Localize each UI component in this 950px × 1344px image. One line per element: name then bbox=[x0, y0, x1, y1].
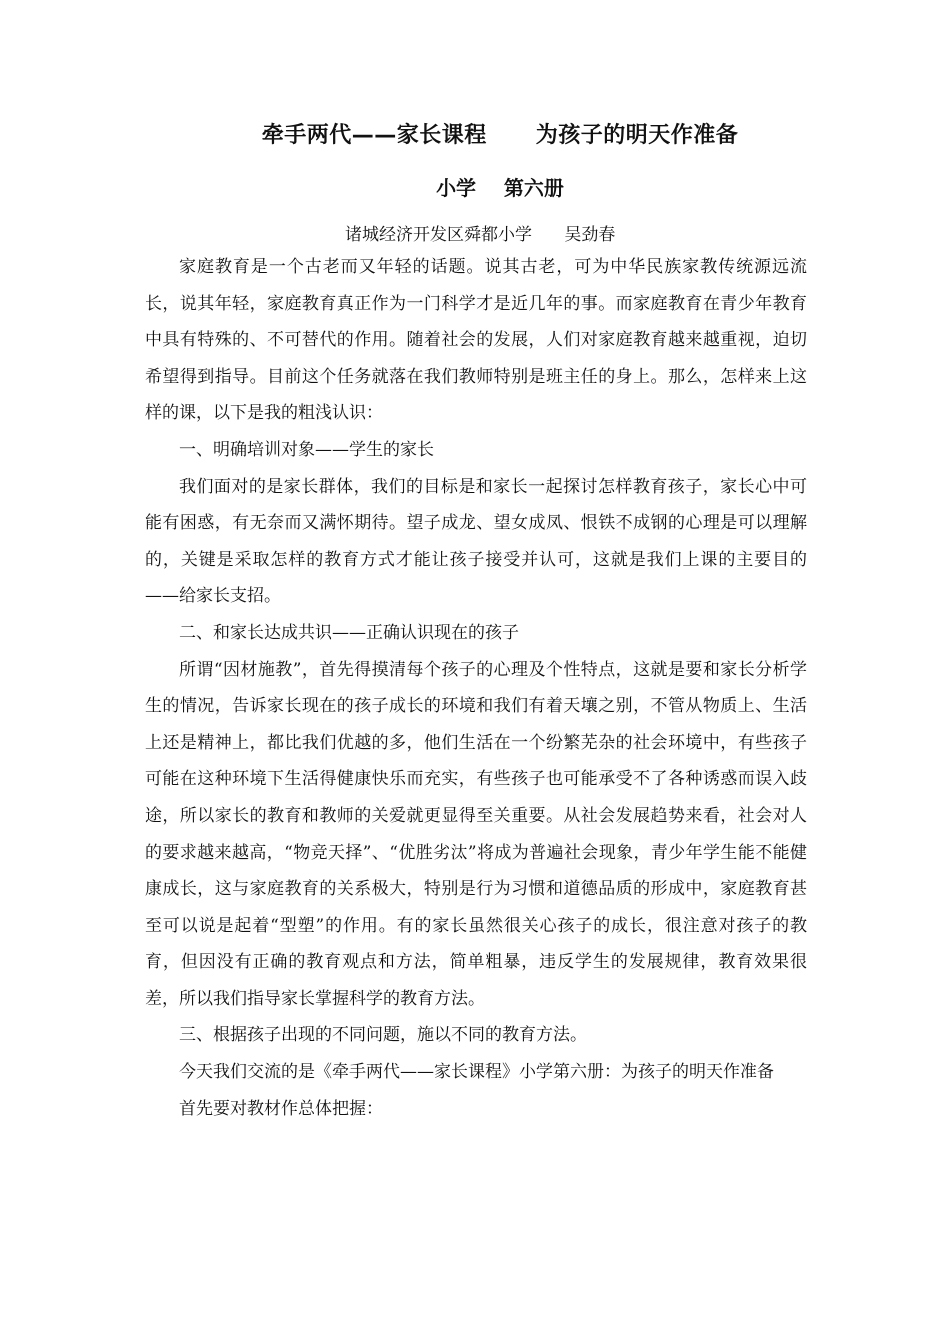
paragraph-section-2: 所谓“因材施教”，首先得摸清每个孩子的心理及个性特点，这就是要和家长分析学生的情况，告诉家长现在的孩子成长的环境和我们有着天壤之别，不管从物质上、生活上还是精神上，都比我们优越的多，他们生活在一个纷繁芜杂的社会环境中，有些孩子可能在这种环境下生活得健康快乐而充实，有些孩子也可能承受不了各种诱惑而误入歧途，所以家长的教育和教师的关爱就更显得至关重要。从社会发展趋势来看，社会对人的要求越来越高，“物竞天择”、“优胜劣汰”将成为普遍社会现象，青少年学生能不能健康成长，这与家庭教育的关系极大，特别是行为习惯和道德品质的形成中，家庭教育甚至可以说是起着“型塑”的作用。有的家长虽然很关心孩子的成长，很注意对孩子的教育，但因没有正确的教育观点和方法，简单粗暴，违反学生的发展规律，教育效果很差，所以我们指导家长掌握科学的教育方法。 bbox=[145, 659, 807, 1009]
paragraph-intro: 家庭教育是一个古老而又年轻的话题。说其古老，可为中华民族家教传统源远流长，说其年轻，家庭教育真正作为一门科学才是近几年的事。而家庭教育在青少年教育中具有特殊的、不可替代的作用。随着社会的发展，人们对家庭教育越来越重视，迫切希望得到指导。目前这个任务就落在我们教师特别是班主任的身上。那么，怎样来上这样的课，以下是我的粗浅认识： bbox=[145, 257, 807, 424]
section-heading-1: 一、明确培训对象——学生的家长 bbox=[179, 439, 434, 460]
paragraph-section-3: 今天我们交流的是《牵手两代——家长课程》小学第六册：为孩子的明天作准备 bbox=[179, 1062, 774, 1083]
section-heading-3: 三、根据孩子出现的不同问题，施以不同的教育方法。 bbox=[179, 1025, 587, 1046]
document-title: 牵手两代——家长课程 为孩子的明天作准备 bbox=[261, 123, 739, 148]
paragraph-section-1: 我们面对的是家长群体，我们的目标是和家长一起探讨怎样教育孩子，家长心中可能有困惑，有无奈而又满怀期待。望子成龙、望女成凤、恨铁不成钢的心理是可以理解的，关键是采取怎样的教育方式才能让孩子接受并认可，这就是我们上课的主要目的——给家长支招。 bbox=[145, 476, 807, 607]
author-line: 诸城经济开发区舜都小学 吴劲春 bbox=[345, 225, 616, 245]
paragraph-closing: 首先要对教材作总体把握： bbox=[179, 1098, 383, 1119]
body-text bbox=[145, 249, 807, 1127]
document-subtitle: 小学 第六册 bbox=[436, 176, 564, 200]
section-heading-2: 二、和家长达成共识——正确认识现在的孩子 bbox=[179, 622, 519, 643]
